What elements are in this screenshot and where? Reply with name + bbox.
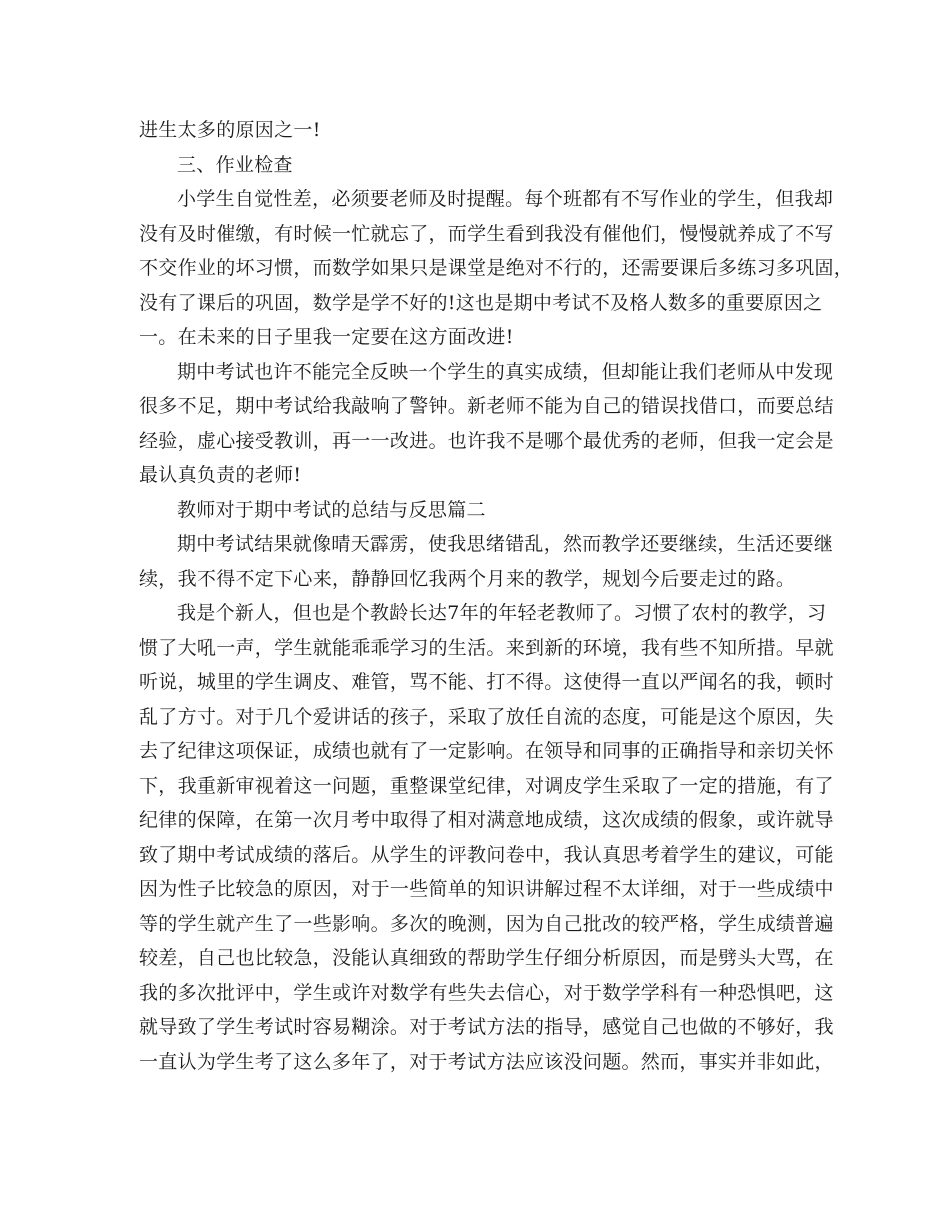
text-line: 经验，虚心接受教训，再一一改进。也许我不是哪个最优秀的老师，但我一定会是 xyxy=(139,429,834,452)
text-line: 没有及时催缴，有时候一忙就忘了，而学生看到我没有催他们，慢慢就养成了不写 xyxy=(139,222,834,245)
text-line: 没有了课后的巩固，数学是学不好的!这也是期中考试不及格人数多的重要原因之 xyxy=(139,291,823,314)
text-line: 我是个新人，但也是个教龄长达7年的年轻老教师了。习惯了农村的教学，习 xyxy=(177,602,827,624)
text-line: 下，我重新审视着这一问题，重整课堂纪律，对调皮学生采取了一定的措施，有了 xyxy=(139,774,834,797)
text-line: 期中考试也许不能完全反映一个学生的真实成绩，但却能让我们老师从中发现 xyxy=(177,360,834,383)
text-line: 因为性子比较急的原因，对于一些简单的知识讲解过程不太详细，对于一些成绩中 xyxy=(139,878,834,900)
text-line: 惯了大吼一声，学生就能乖乖学习的生活。来到新的环境，我有些不知所措。早就 xyxy=(139,636,834,659)
text-line: 听说，城里的学生调皮、难管，骂不能、打不得。这使得一直以严闻名的我，顿时 xyxy=(139,671,834,693)
text-line: 小学生自觉性差，必须要老师及时提醒。每个班都有不写作业的学生，但我却 xyxy=(177,188,834,210)
text-line: 纪律的保障，在第一次月考中取得了相对满意地成绩，这次成绩的假象，或许就导 xyxy=(139,809,834,831)
text-line: 就导致了学生考试时容易糊涂。对于考试方法的指导，感觉自己也做的不够好，我 xyxy=(139,1016,834,1038)
text-line: 乱了方寸。对于几个爱讲话的孩子，采取了放任自流的态度，可能是这个原因，失 xyxy=(139,705,834,728)
text-line: 最认真负责的老师! xyxy=(139,464,302,486)
text-line: 等的学生就产生了一些影响。多次的晚测，因为自己批改的较严格，学生成绩普遍 xyxy=(139,912,834,935)
text-line: 进生太多的原因之一! xyxy=(139,119,321,141)
text-line: 致了期中考试成绩的落后。从学生的评教问卷中，我认真思考着学生的建议，可能 xyxy=(139,843,834,866)
text-line: 我的多次批评中，学生或许对数学有些失去信心，对于数学学科有一种恐惧吧，这 xyxy=(139,981,834,1004)
text-line: 一。在未来的日子里我一定要在这方面改进! xyxy=(139,326,514,348)
text-line: 教师对于期中考试的总结与反思篇二 xyxy=(177,498,486,521)
document-body xyxy=(139,113,854,1079)
text-line: 不交作业的坏习惯，而数学如果只是课堂是绝对不行的，还需要课后多练习多巩固， xyxy=(139,257,854,279)
text-line: 续，我不得不定下心来，静静回忆我两个月来的教学，规划今后要走过的路。 xyxy=(139,567,796,590)
text-line: 期中考试结果就像晴天霹雳，使我思绪错乱，然而教学还要继续，生活还要继 xyxy=(177,533,834,555)
text-line: 一直认为学生考了这么多年了，对于考试方法应该没问题。然而，事实并非如此， xyxy=(139,1050,834,1073)
text-line: 很多不足，期中考试给我敲响了警钟。新老师不能为自己的错误找借口，而要总结 xyxy=(139,395,834,417)
text-line: 较差，自己也比较急，没能认真细致的帮助学生仔细分析原因，而是劈头大骂，在 xyxy=(139,947,834,969)
text-line: 去了纪律这项保证，成绩也就有了一定影响。在领导和同事的正确指导和亲切关怀 xyxy=(139,740,834,762)
text-line: 三、作业检查 xyxy=(177,153,293,176)
